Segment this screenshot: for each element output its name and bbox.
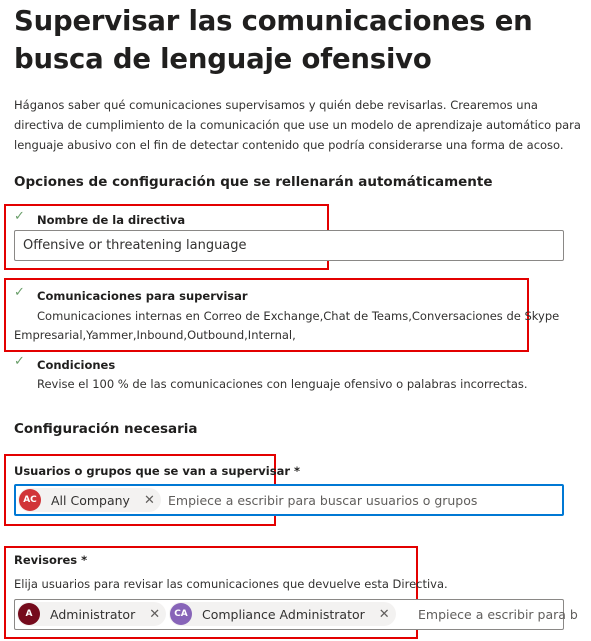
reviewers-picker-input[interactable] bbox=[14, 599, 578, 630]
policy-name-label: Nombre de la directiva bbox=[37, 213, 186, 227]
auto-config-heading: Opciones de configuración que se rellenarán automáticamente bbox=[14, 174, 493, 190]
reviewer-chip[interactable] bbox=[169, 602, 396, 626]
user-chip[interactable] bbox=[18, 488, 161, 512]
reviewer-chip-label: Compliance Administrator bbox=[202, 606, 365, 622]
user-chip-label: All Company bbox=[51, 492, 130, 508]
conditions-label: Condiciones bbox=[37, 358, 116, 372]
avatar: A bbox=[18, 603, 40, 625]
avatar: AC bbox=[19, 489, 41, 511]
page-intro: Háganos saber qué comunicaciones supervisamos y quién debe revisarlas. Crearemos una directiva de cumplimiento de la comunicación que use un modelo de aprendizaje automático para lenguaje abusivo con el fin de detectar contenido que podría considerarse una forma de acoso. bbox=[14, 98, 581, 152]
reviewer-chip-label: Administrator bbox=[50, 606, 136, 622]
reviewers-label: Revisores * bbox=[14, 553, 88, 567]
communications-label: Comunicaciones para supervisar bbox=[37, 289, 248, 303]
users-picker-input[interactable] bbox=[14, 484, 564, 516]
page-title: Supervisar las comunicaciones en busca de lenguaje ofensivo bbox=[14, 5, 533, 75]
check-icon: ✓ bbox=[14, 354, 25, 369]
conditions-text: Revise el 100 % de las comunicaciones con lenguaje ofensivo o palabras incorrectas. bbox=[37, 377, 528, 391]
check-icon: ✓ bbox=[14, 285, 25, 300]
check-icon: ✓ bbox=[14, 209, 25, 224]
users-placeholder[interactable]: Empiece a escribir para buscar usuarios o grupos bbox=[168, 493, 478, 508]
policy-name-field[interactable] bbox=[14, 230, 564, 261]
policy-name-value: Offensive or threatening language bbox=[23, 238, 247, 253]
communications-line-1: Comunicaciones internas en Correo de Exchange,Chat de Teams,Conversaciones de Skype bbox=[37, 309, 560, 323]
reviewers-description: Elija usuarios para revisar las comunicaciones que devuelve esta Directiva. bbox=[14, 577, 448, 591]
reviewer-chip[interactable] bbox=[17, 602, 166, 626]
communications-line-2: Empresarial,Yammer,Inbound,Outbound,Internal, bbox=[14, 328, 296, 342]
users-label: Usuarios o grupos que se van a supervisar * bbox=[14, 464, 301, 478]
remove-icon[interactable]: ✕ bbox=[378, 606, 390, 622]
remove-icon[interactable]: ✕ bbox=[143, 492, 155, 508]
required-config-heading: Configuración necesaria bbox=[14, 421, 198, 437]
avatar: CA bbox=[170, 603, 192, 625]
reviewers-placeholder[interactable]: Empiece a escribir para b bbox=[418, 607, 578, 622]
remove-icon[interactable]: ✕ bbox=[149, 606, 161, 622]
